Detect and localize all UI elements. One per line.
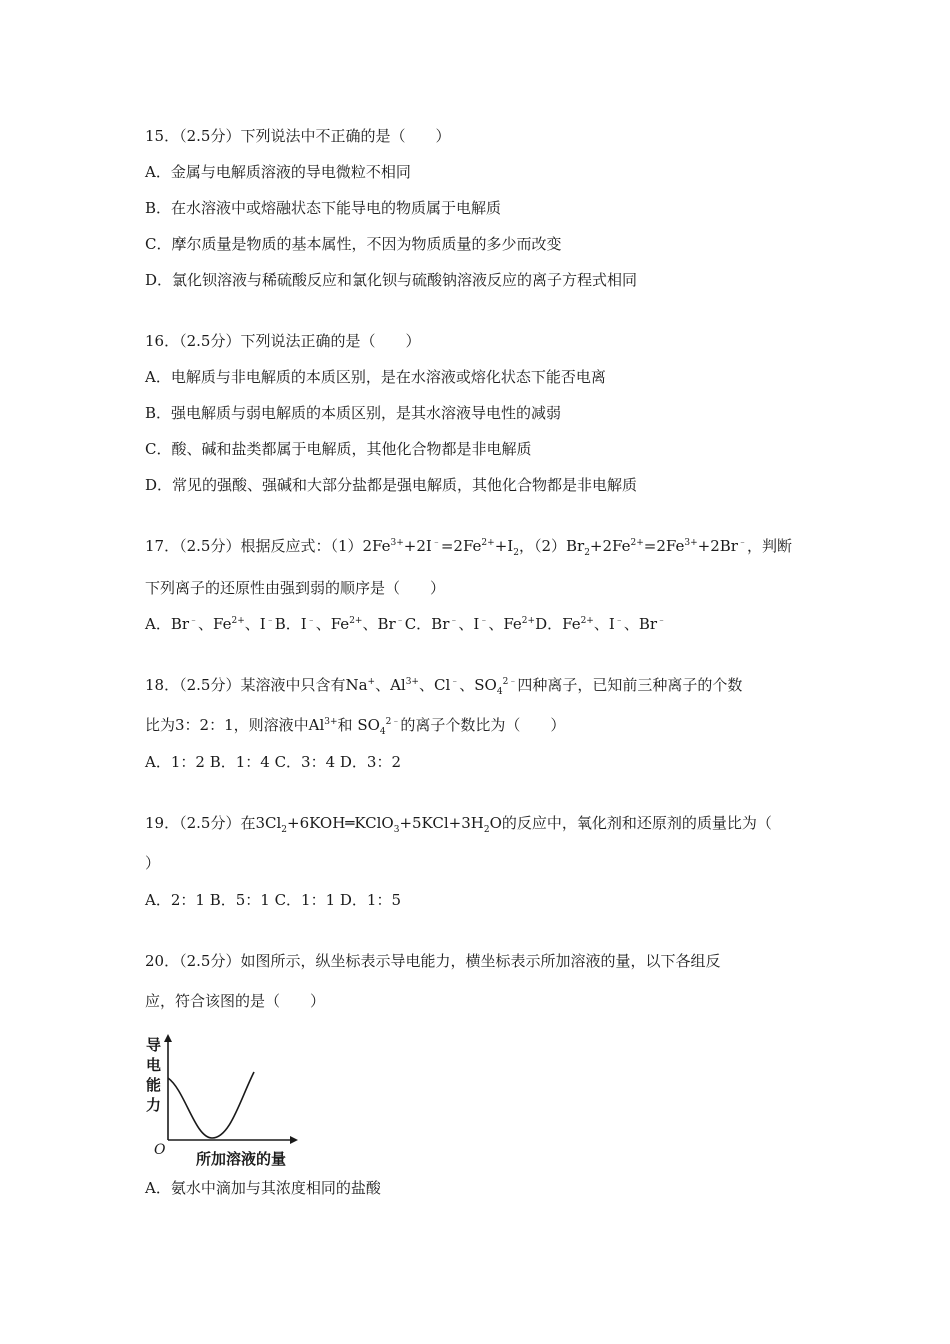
q15-option-d: D．氯化钡溶液与稀硫酸反应和氯化钡与硫酸钠溶液反应的离子方程式相同 (145, 271, 638, 289)
conductivity-curve (168, 1072, 254, 1138)
q19-options: A．2：1 B．5：1 C．1：1 D．1：5 (145, 891, 402, 909)
q18-stem-prefix: 18．（2.5分）某溶液中只含有Na (145, 676, 368, 694)
y-axis-label-char-4: 力 (146, 1096, 162, 1114)
q20-option-a: A．氨水中滴加与其浓度相同的盐酸 (145, 1179, 381, 1197)
q18-options: A．1：2 B．1：4 C．3：4 D．3：2 (145, 753, 402, 771)
q20-stem-line1: 20．（2.5分）如图所示，纵坐标表示导电能力，横坐标表示所加溶液的量，以下各组反 (145, 952, 721, 970)
q17-options: A．Br﹣、$Fe^{2+}$、I﹣B．I﹣、$Fe^{2+}$、Br﹣C．Br﹣、I﹣、$Fe^{2+}D$．$Fe^{2+}$、I﹣、Br﹣ (145, 615, 667, 633)
q15-option-a: A．金属与电解质溶液的导电微粒不相同 (145, 163, 411, 181)
q18-stem-line2-prefix: 比为3：2：1，则溶液中Al (145, 716, 325, 734)
origin-label: O (154, 1142, 166, 1158)
q15-option-c: C．摩尔质量是物质的基本属性，不因为物质质量的多少而改变 (145, 235, 562, 253)
q17-stem-prefix: 17．（2.5分）根据反应式：（1）2Fe (145, 537, 391, 555)
q18-stem-line2: 比为3：2：1，则溶液中$Al^{3+}$和 $SO_4^{2﹣}$的离子个数比为（ ） (145, 716, 566, 737)
q16-option-a: A．电解质与非电解质的本质区别，是在水溶液或熔化状态下能否电离 (145, 368, 606, 386)
q16-option-d: D．常见的强酸、强碱和大部分盐都是强电解质，其他化合物都是非电解质 (145, 476, 638, 494)
q16-stem: 16．（2.5分）下列说法正确的是（ ） (145, 332, 421, 350)
q17-stem-line1: 17．（2.5分）根据反应式：$(1)2Fe^{3+}+2I^﹣=2Fe^{2+}+I_2$，$(2)Br_2+2Fe^{2+}=2Fe^{3+}+2Br^﹣$，判断 (145, 537, 792, 558)
q20-stem-line2: 应，符合该图的是（ ） (145, 992, 326, 1010)
conductivity-graph (140, 1030, 310, 1170)
x-axis-label: 所加溶液的量 (196, 1150, 287, 1168)
q17-stem-line2: 下列离子的还原性由强到弱的顺序是（ ） (145, 579, 446, 597)
q16-option-b: B．强电解质与弱电解质的本质区别，是其水溶液导电性的减弱 (145, 404, 562, 422)
q18-stem-line1: 18．（2.5分）某溶液中只含有Na+、$Al^{3+}$、Cl﹣、$SO_4^{2﹣}$四种离子，已知前三种离子的个数 (145, 676, 743, 697)
q19-stem-line2: ） (145, 854, 161, 872)
q16-option-c: C．酸、碱和盐类都属于电解质，其他化合物都是非电解质 (145, 440, 532, 458)
y-axis-label-char-2: 电 (146, 1056, 162, 1074)
q15-stem: 15．（2.5分）下列说法中不正确的是（ ） (145, 127, 451, 145)
y-axis-label-char-1: 导 (146, 1036, 162, 1054)
q15-option-b: B．在水溶液中或熔融状态下能导电的物质属于电解质 (145, 199, 502, 217)
q19-stem-prefix: 19．（2.5分）在3Cl (145, 814, 282, 832)
q19-stem-line1: 19．（2.5分）在$3Cl_2+6KOH═KClO_3+5KCl+3H_2O$的反应中，氧化剂和还原剂的质量比为（ (145, 814, 772, 835)
conductivity-figure (140, 1030, 310, 1174)
y-axis-label-char-3: 能 (146, 1076, 162, 1094)
